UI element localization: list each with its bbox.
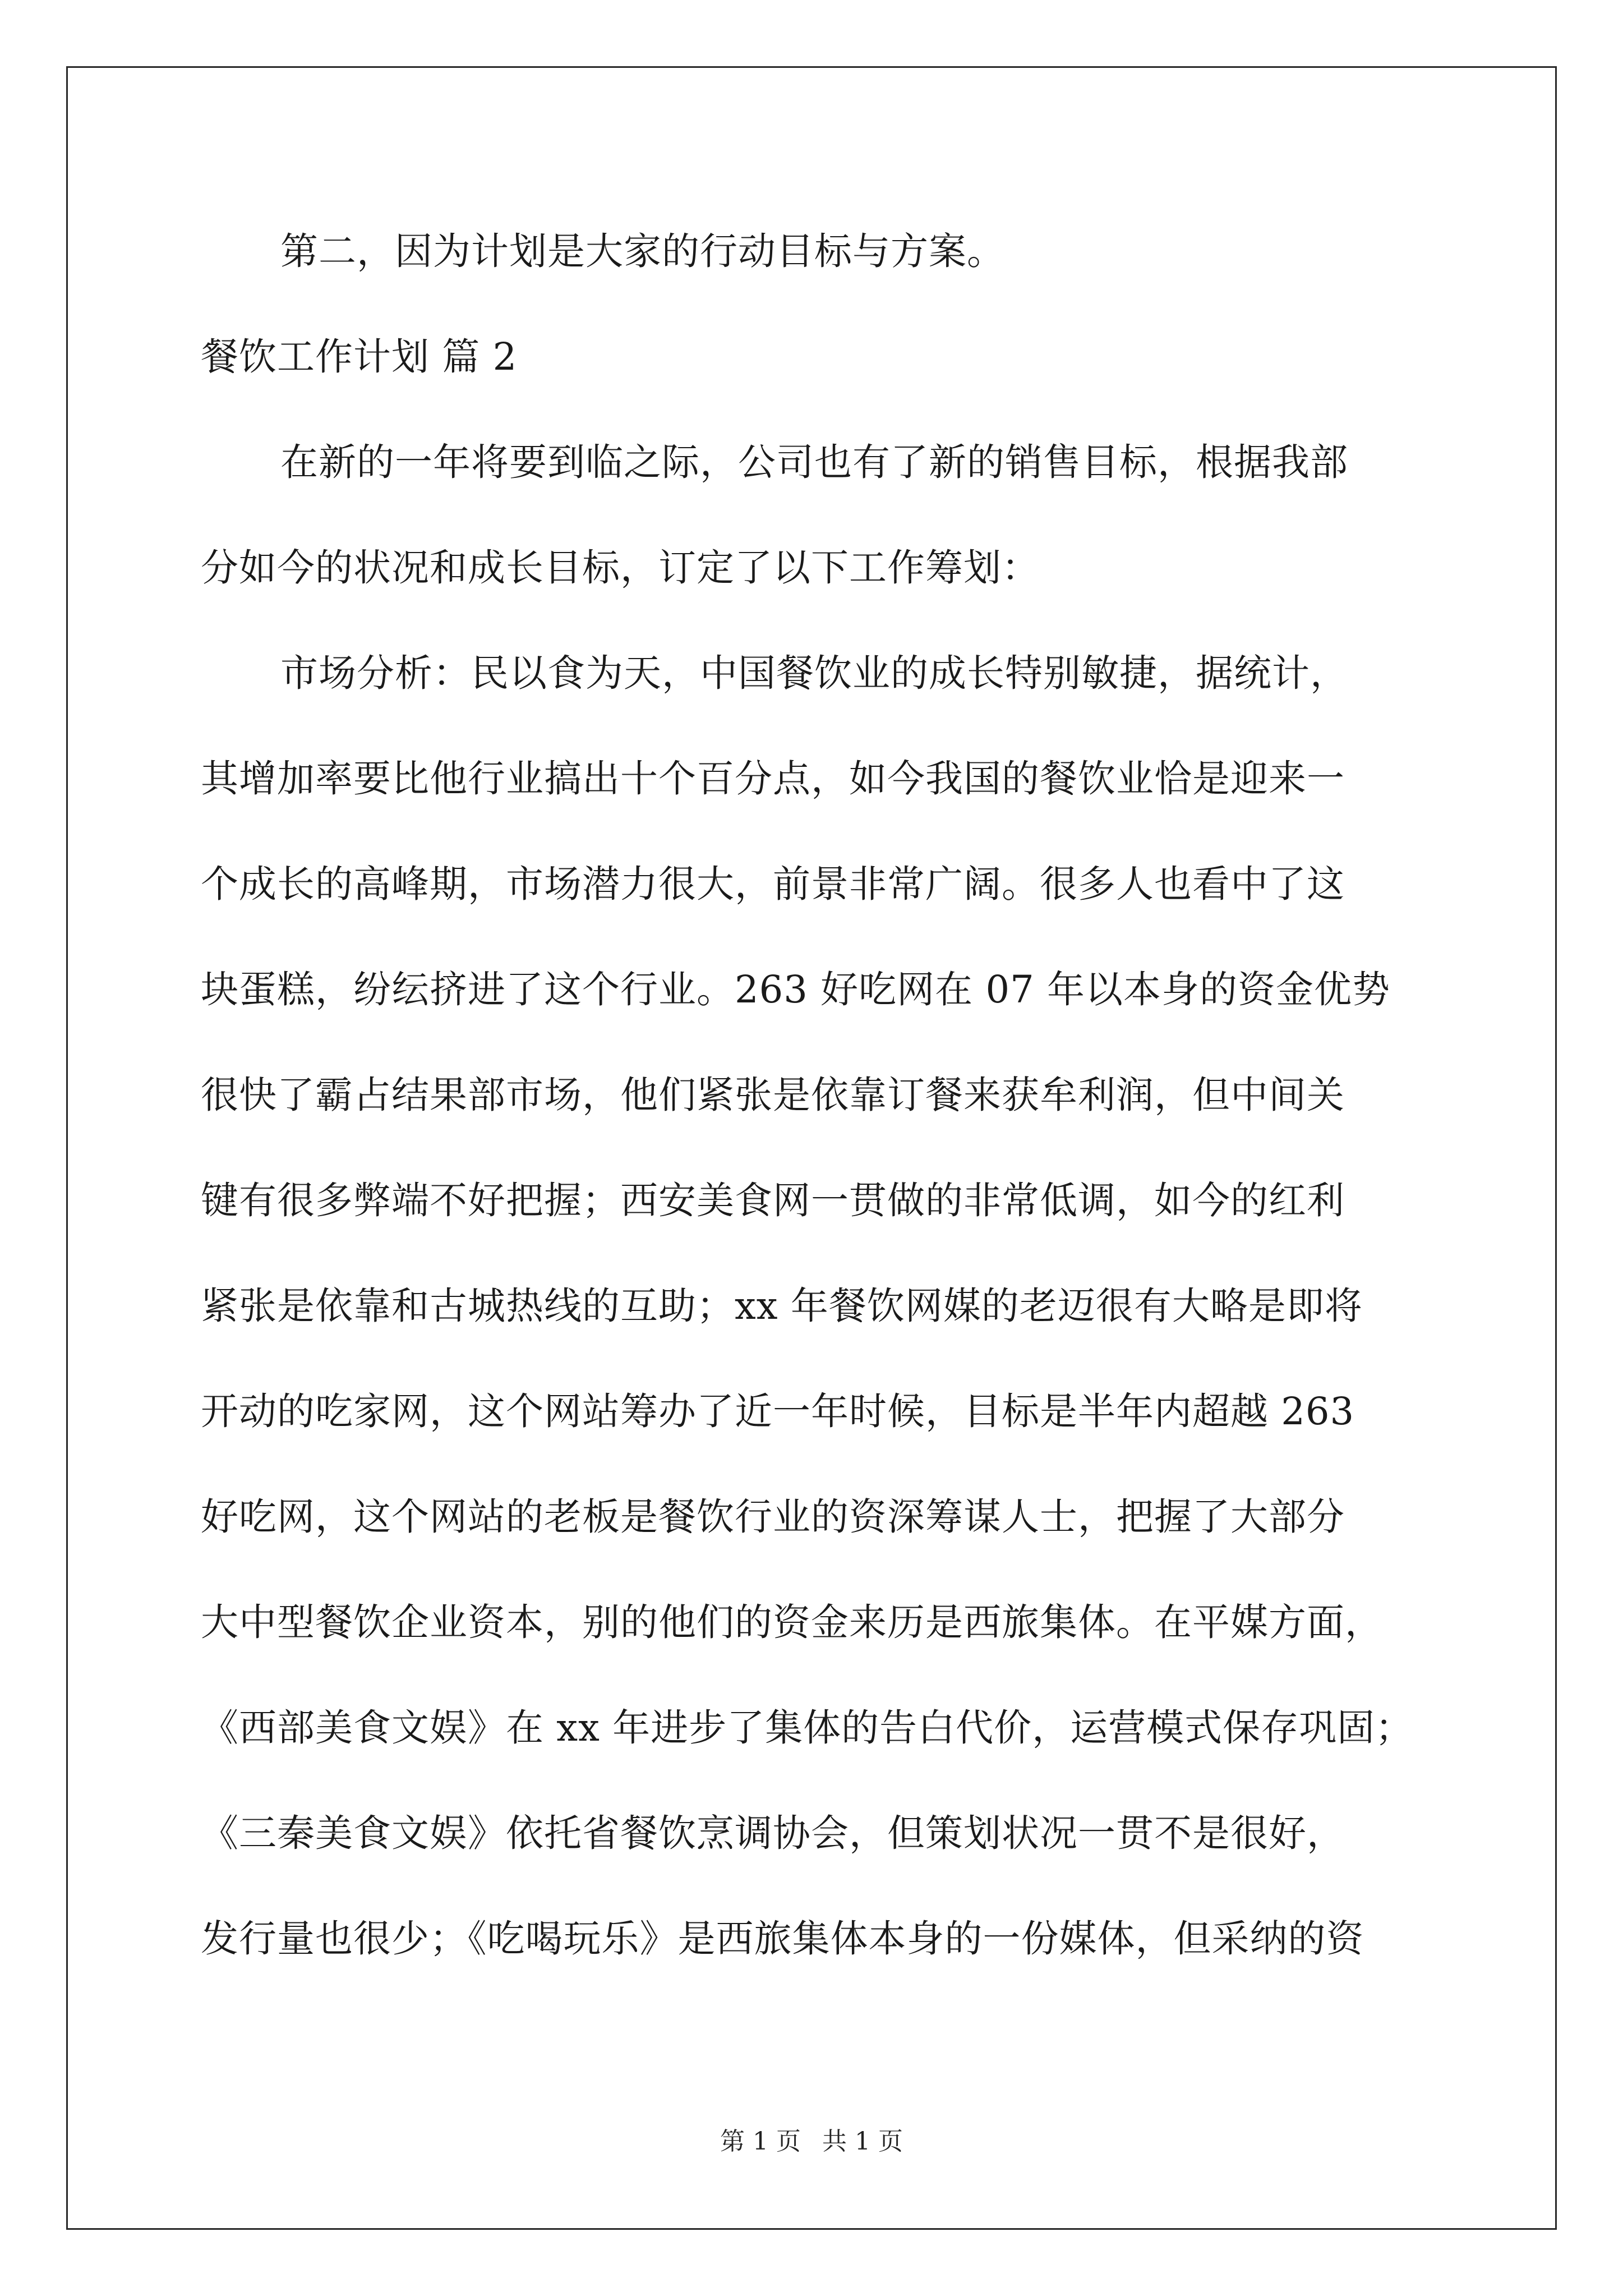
- page-footer: [0, 2125, 1623, 2159]
- section-heading: 餐饮工作计划 篇 2: [201, 335, 518, 379]
- paragraph-line: 块蛋糕，纷纭挤进了这个行业。263 好吃网在 07 年以本身的资金优势: [201, 968, 1391, 1011]
- page-border: [66, 66, 1557, 2230]
- paragraph-line: 其增加率要比他行业搞出十个百分点，如今我国的餐饮业恰是迎来一: [201, 757, 1345, 800]
- paragraph-line: 发行量也很少；《吃喝玩乐》是西旅集体本身的一份媒体，但采纳的资: [201, 1917, 1364, 1961]
- paragraph-line: 第二，因为计划是大家的行动目标与方案。: [280, 229, 1005, 273]
- paragraph-line: 好吃网，这个网站的老板是餐饮行业的资深筹谋人士，把握了大部分: [201, 1495, 1345, 1539]
- paragraph-line: 市场分析：民以食为天，中国餐饮业的成长特别敏捷，据统计，: [280, 651, 1348, 695]
- paragraph-line: 分如今的状况和成长目标，订定了以下工作筹划：: [201, 546, 1040, 590]
- paragraph-line: 开动的吃家网，这个网站筹办了近一年时候，目标是半年内超越 263: [201, 1389, 1355, 1433]
- page-number: 第 1 页: [720, 2127, 801, 2156]
- page-total: 共 1 页: [822, 2127, 903, 2156]
- paragraph-line: 很快了霸占结果部市场，他们紧张是依靠订餐来获牟利润，但中间关: [201, 1073, 1345, 1117]
- paragraph-line: 键有很多弊端不好把握；西安美食网一贯做的非常低调，如今的红利: [201, 1179, 1345, 1222]
- paragraph-line: 紧张是依靠和古城热线的互助；xx 年餐饮网媒的老迈很有大略是即将: [201, 1284, 1363, 1328]
- paragraph-line: 在新的一年将要到临之际，公司也有了新的销售目标，根据我部: [280, 440, 1348, 484]
- paragraph-line: 《三秦美食文娱》依托省餐饮烹调协会，但策划状况一贯不是很好，: [201, 1811, 1345, 1855]
- paragraph-line: 大中型餐饮企业资本，别的他们的资金来历是西旅集体。在平媒方面，: [201, 1600, 1383, 1644]
- paragraph-line: 《西部美食文娱》在 xx 年进步了集体的告白代价，运营模式保存巩固；: [201, 1706, 1414, 1750]
- paragraph-line: 个成长的高峰期，市场潜力很大，前景非常广阔。很多人也看中了这: [201, 862, 1345, 906]
